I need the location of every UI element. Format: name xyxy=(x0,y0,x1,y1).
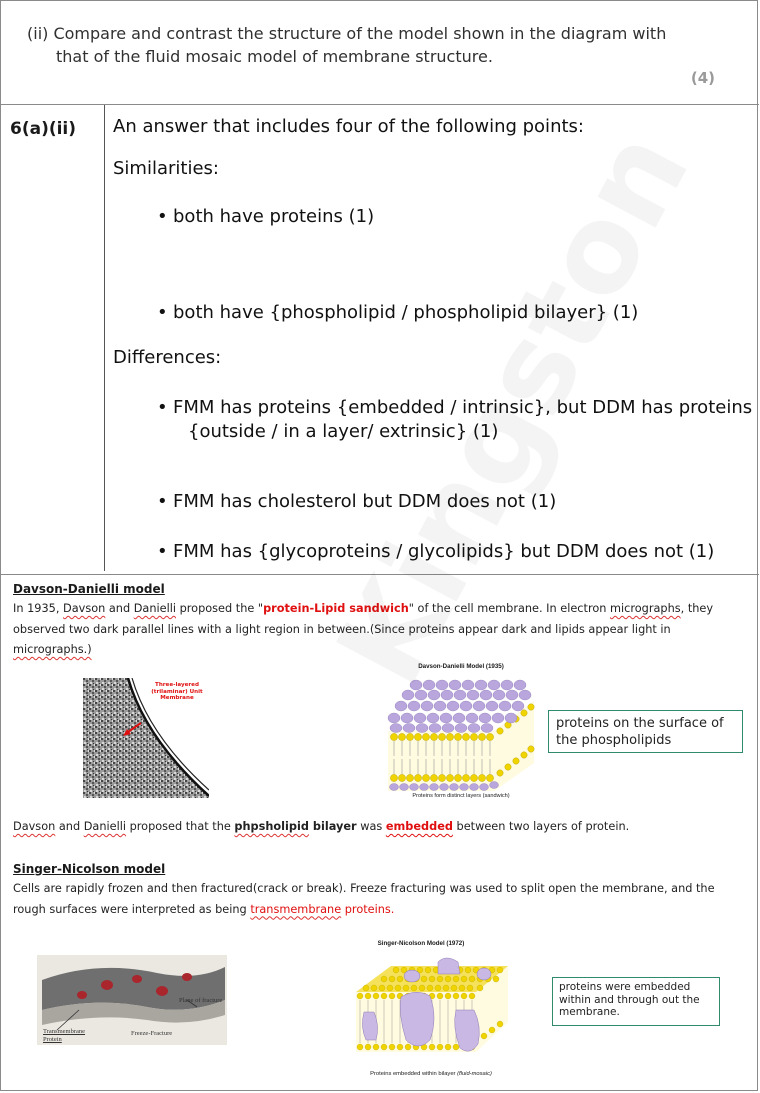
sn-diagram-title: Singer-Nicolson Model (1972) xyxy=(377,940,465,947)
dd-diagram-caption: Proteins form distinct layers (sandwich) xyxy=(412,793,510,799)
ff-label: Freeze-Fracture xyxy=(131,1030,173,1037)
davson-paragraph xyxy=(13,599,753,661)
differences-heading: Differences: xyxy=(113,347,222,368)
sn-bilayer-graphic xyxy=(346,952,511,1068)
singer-paragraph xyxy=(13,879,753,920)
dd-bilayer-graphic xyxy=(386,673,536,795)
singer-callout: proteins were embedded within and through out the membrane. xyxy=(552,977,720,1026)
micrograph-label: Three-layered (trilaminar) Unit Membrane xyxy=(151,682,203,701)
davson-danielli-diagram xyxy=(386,663,536,803)
ff-transmembrane-label: Transmembrane Protein xyxy=(43,1028,86,1043)
davson-line-3: micrographs.) xyxy=(13,643,92,656)
similarity-item: • both have proteins (1) xyxy=(157,206,374,227)
table-divider xyxy=(104,105,105,571)
notes-section xyxy=(1,575,759,1092)
davson-line-2: observed two dark parallel lines with a light region in between.(Since proteins appear dark and lipids appear light in xyxy=(13,622,671,636)
davson-conclusion: Davson and Danielli proposed that the phpsholipid bilayer was embedded between two layers of protein. xyxy=(13,820,630,833)
difference-item: • FMM has proteins {embedded / intrinsic}, but DDM has proteins xyxy=(157,397,752,418)
similarities-heading: Similarities: xyxy=(113,158,219,179)
question-marks: (4) xyxy=(690,69,715,87)
markscheme-intro: An answer that includes four of the following points: xyxy=(113,116,584,137)
question-line-1: (ii) Compare and contrast the structure of the model shown in the diagram with xyxy=(27,24,667,43)
difference-item-continued: {outside / in a layer/ extrinsic} (1) xyxy=(188,421,499,442)
dd-diagram-title: Davson-Danielli Model (1935) xyxy=(418,663,504,670)
question-box xyxy=(1,1,759,105)
freeze-fracture-image xyxy=(37,955,227,1045)
difference-item: • FMM has cholesterol but DDM does not (1) xyxy=(157,491,556,512)
difference-item: • FMM has {glycoproteins / glycolipids} but DDM does not (1) xyxy=(157,541,714,562)
singer-line-1: Cells are rapidly frozen and then fractured(crack or break). Freeze fracturing was used to split open the membrane, and the xyxy=(13,882,715,895)
question-text xyxy=(27,22,707,68)
singer-line-2: rough surfaces were interpreted as being transmembrane proteins. xyxy=(13,902,395,916)
ff-plane-label: Plane of fracture xyxy=(179,997,223,1004)
sn-diagram-caption: Proteins embedded within bilayer (fluid-mosaic) xyxy=(370,1071,492,1077)
singer-heading: Singer-Nicolson model xyxy=(13,862,166,876)
question-id: 6(a)(ii) xyxy=(10,119,77,139)
davson-callout: proteins on the surface of the phospholipids xyxy=(548,710,743,753)
davson-heading: Davson-Danielli model xyxy=(13,582,165,596)
question-line-2: that of the fluid mosaic model of membrane structure. xyxy=(56,47,493,66)
similarity-item: • both have {phospholipid / phospholipid bilayer} (1) xyxy=(157,302,638,323)
davson-line-1: In 1935, Davson and Danielli proposed the "protein-Lipid sandwich" of the cell membrane. In electron micrographs, they xyxy=(13,602,714,615)
markscheme-table xyxy=(1,105,759,575)
singer-nicolson-diagram xyxy=(346,940,511,1080)
em-micrograph-image xyxy=(83,678,209,798)
